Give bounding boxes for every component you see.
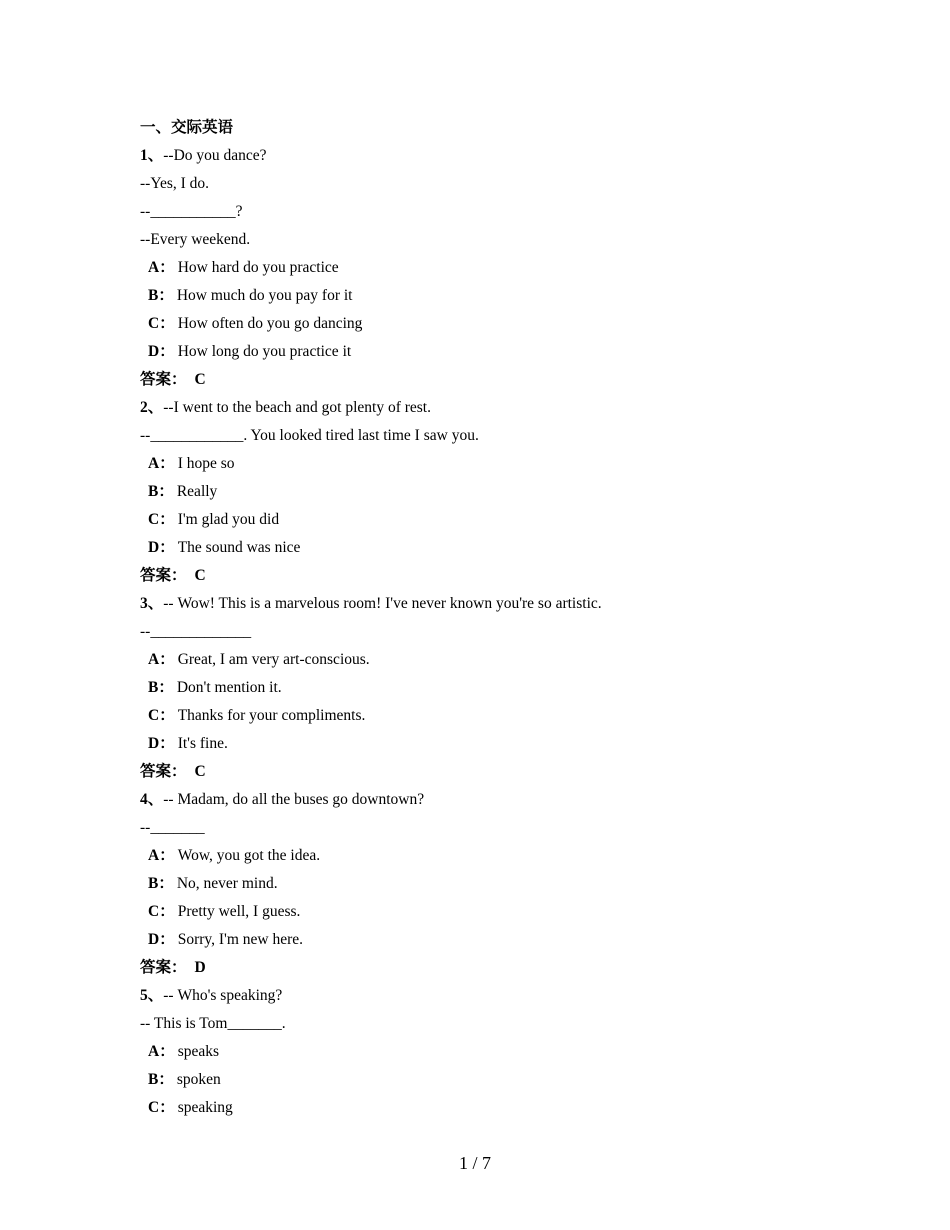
answer-value: C	[194, 567, 206, 584]
option-text: Great, I am very art-conscious.	[177, 651, 370, 668]
option-text: speaks	[177, 1043, 220, 1060]
answer-option	[140, 1038, 840, 1066]
question-stem	[140, 590, 840, 618]
option-label: A：	[148, 651, 175, 668]
dialogue-text: --Every weekend.	[140, 231, 251, 248]
dialogue-text: --_______	[140, 819, 205, 836]
dialogue-text: --____________. You looked tired last time I saw you.	[140, 427, 479, 444]
answer-option	[140, 282, 840, 310]
option-label: B：	[148, 875, 174, 892]
answer-line	[140, 562, 840, 590]
dialogue-text: --___________?	[140, 203, 243, 220]
dialogue-line	[140, 170, 840, 198]
dialogue-line	[140, 814, 840, 842]
document-page	[140, 114, 840, 1122]
page-number: 1 / 7	[458, 1153, 491, 1173]
option-label: A：	[148, 455, 175, 472]
option-label: C：	[148, 1099, 175, 1116]
option-text: It's fine.	[177, 735, 228, 752]
answer-value: C	[194, 763, 206, 780]
option-label: C：	[148, 511, 175, 528]
dialogue-line	[140, 618, 840, 646]
dialogue-line	[140, 1010, 840, 1038]
option-label: A：	[148, 847, 175, 864]
dialogue-text: -- This is Tom_______.	[140, 1015, 286, 1032]
answer-option	[140, 730, 840, 758]
answer-option	[140, 926, 840, 954]
section-title: 一、交际英语	[140, 119, 234, 136]
question-stem	[140, 982, 840, 1010]
option-text: spoken	[176, 1071, 221, 1088]
answer-line	[140, 954, 840, 982]
answer-option	[140, 842, 840, 870]
answer-option	[140, 310, 840, 338]
dialogue-text: --I went to the beach and got plenty of rest.	[163, 399, 431, 416]
option-label: D：	[148, 735, 175, 752]
dialogue-line	[140, 198, 840, 226]
option-label: B：	[148, 1071, 174, 1088]
answer-option	[140, 1066, 840, 1094]
dialogue-line	[140, 422, 840, 450]
question-stem	[140, 394, 840, 422]
option-label: C：	[148, 707, 175, 724]
dialogue-text: -- Who's speaking?	[163, 987, 283, 1004]
dialogue-line	[140, 226, 840, 254]
option-text: Really	[176, 483, 218, 500]
answer-option	[140, 674, 840, 702]
option-text: The sound was nice	[177, 539, 301, 556]
answer-option	[140, 450, 840, 478]
option-label: B：	[148, 483, 174, 500]
option-label: A：	[148, 1043, 175, 1060]
option-text: Wow, you got the idea.	[177, 847, 321, 864]
question-number: 3、	[140, 595, 164, 612]
option-text: How much do you pay for it	[176, 287, 353, 304]
option-label: A：	[148, 259, 175, 276]
answer-value: C	[194, 371, 206, 388]
answer-line	[140, 366, 840, 394]
option-label: C：	[148, 903, 175, 920]
option-text: Don't mention it.	[176, 679, 282, 696]
dialogue-text: --Yes, I do.	[140, 175, 210, 192]
answer-option	[140, 478, 840, 506]
dialogue-text: -- Wow! This is a marvelous room! I've never known you're so artistic.	[163, 595, 602, 612]
question-number: 1、	[140, 147, 164, 164]
option-text: Sorry, I'm new here.	[177, 931, 304, 948]
dialogue-text: --_____________	[140, 623, 252, 640]
option-text: How long do you practice it	[177, 343, 352, 360]
question-stem	[140, 142, 840, 170]
option-text: I hope so	[177, 455, 235, 472]
answer-value: D	[194, 959, 206, 976]
option-label: D：	[148, 539, 175, 556]
option-label: D：	[148, 343, 175, 360]
answer-label: 答案：	[140, 371, 187, 388]
option-text: No, never mind.	[176, 875, 278, 892]
answer-option	[140, 646, 840, 674]
option-label: B：	[148, 679, 174, 696]
question-list	[140, 142, 840, 1122]
option-text: How often do you go dancing	[177, 315, 363, 332]
option-text: speaking	[177, 1099, 233, 1116]
answer-option	[140, 1094, 840, 1122]
dialogue-text: --Do you dance?	[163, 147, 267, 164]
option-label: B：	[148, 287, 174, 304]
answer-label: 答案：	[140, 959, 187, 976]
answer-option	[140, 506, 840, 534]
question-number: 2、	[140, 399, 164, 416]
option-text: How hard do you practice	[177, 259, 339, 276]
answer-option	[140, 338, 840, 366]
answer-label: 答案：	[140, 763, 187, 780]
answer-option	[140, 870, 840, 898]
option-text: I'm glad you did	[177, 511, 280, 528]
answer-option	[140, 254, 840, 282]
answer-option	[140, 898, 840, 926]
answer-line	[140, 758, 840, 786]
dialogue-text: -- Madam, do all the buses go downtown?	[163, 791, 425, 808]
option-text: Thanks for your compliments.	[177, 707, 366, 724]
option-label: C：	[148, 315, 175, 332]
option-text: Pretty well, I guess.	[177, 903, 301, 920]
answer-label: 答案：	[140, 567, 187, 584]
question-stem	[140, 786, 840, 814]
question-number: 4、	[140, 791, 164, 808]
answer-option	[140, 702, 840, 730]
question-number: 5、	[140, 987, 164, 1004]
option-label: D：	[148, 931, 175, 948]
answer-option	[140, 534, 840, 562]
